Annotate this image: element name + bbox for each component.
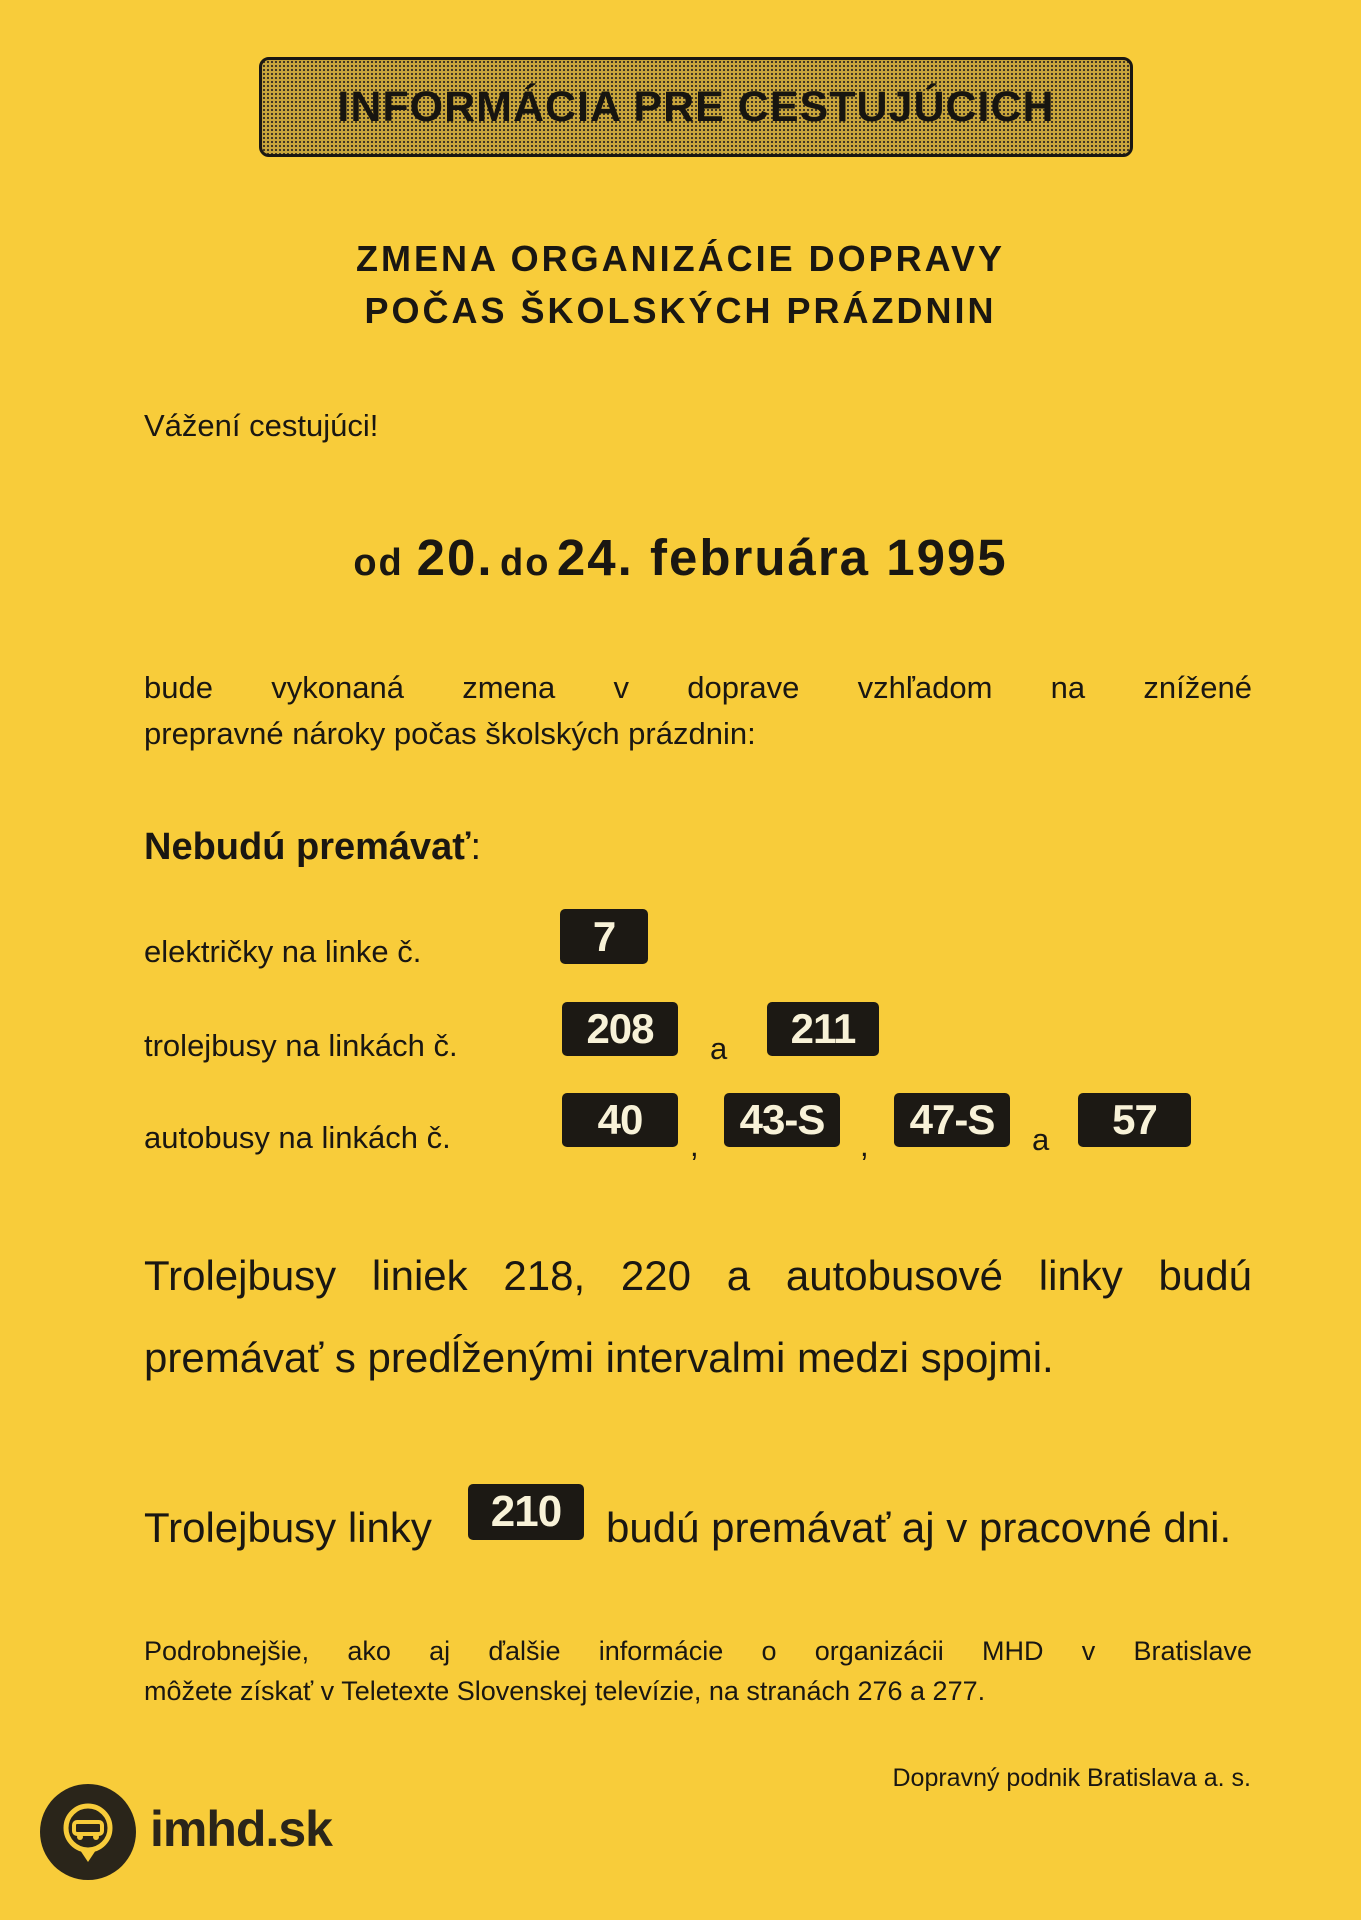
- extended-line-1: Trolejbusy liniek 218, 220 a autobusové linky budú: [144, 1252, 1252, 1299]
- headline-line-1: ZMENA ORGANIZÁCIE DOPRAVY: [355, 238, 1005, 279]
- date-range: [0, 528, 1361, 587]
- extended-line-2: premávať s predĺženými intervalmi medzi spojmi.: [144, 1334, 1054, 1381]
- header-banner: [259, 57, 1133, 157]
- not-running-heading-text: Nebudú premávať: [144, 826, 471, 868]
- line-badge-bus-40: 40: [562, 1093, 678, 1147]
- extra-line-prefix: Trolejbusy linky: [144, 1504, 432, 1551]
- greeting: Vážení cestujúci!: [144, 408, 379, 443]
- and-word: a: [1032, 1122, 1050, 1157]
- not-running-colon: :: [470, 826, 482, 868]
- date-start: 20.: [416, 529, 494, 586]
- intro-line-1: bude vykonaná zmena v doprave vzhľadom na znížené: [144, 670, 1252, 705]
- line-badge-tram-7: 7: [560, 909, 648, 964]
- line-badge-bus-57: 57: [1078, 1093, 1191, 1147]
- headline-line-2: POČAS ŠKOLSKÝCH PRÁZDNIN: [364, 290, 997, 331]
- header-title: INFORMÁCIA PRE CESTUJÚCICH: [337, 82, 1055, 131]
- line-badge-bus-47s: 47-S: [894, 1093, 1010, 1147]
- more-info-line-2: môžete získať v Teletexte Slovenskej televízie, na stranách 276 a 277.: [144, 1676, 986, 1706]
- date-do: do: [500, 542, 551, 584]
- date-end: 24. februára 1995: [556, 529, 1008, 586]
- signature: Dopravný podnik Bratislava a. s.: [892, 1764, 1251, 1792]
- line-badge-trolleybus-210: 210: [468, 1484, 584, 1540]
- trolleybus-label: trolejbusy na linkách č.: [144, 1028, 458, 1063]
- imhd-logo-icon: [40, 1784, 136, 1880]
- line-badge-bus-43s: 43-S: [724, 1093, 840, 1147]
- intro-line-2: prepravné nároky počas školských prázdnin:: [144, 716, 756, 751]
- line-badge-trolleybus-208: 208: [562, 1002, 678, 1056]
- line-badge-trolleybus-211: 211: [767, 1002, 879, 1056]
- not-running-heading: [144, 826, 481, 869]
- imhd-logo-text: imhd.sk: [150, 1801, 332, 1857]
- comma: ,: [860, 1128, 869, 1163]
- trams-label: električky na linke č.: [144, 934, 422, 969]
- extra-line-suffix: budú premávať aj v pracovné dni.: [606, 1504, 1232, 1551]
- date-od: od: [353, 542, 404, 584]
- more-info-line-1: Podrobnejšie, ako aj ďalšie informácie o organizácii MHD v Bratislave: [144, 1636, 1252, 1666]
- bus-label: autobusy na linkách č.: [144, 1120, 451, 1155]
- comma: ,: [690, 1128, 699, 1163]
- and-word: a: [710, 1031, 728, 1066]
